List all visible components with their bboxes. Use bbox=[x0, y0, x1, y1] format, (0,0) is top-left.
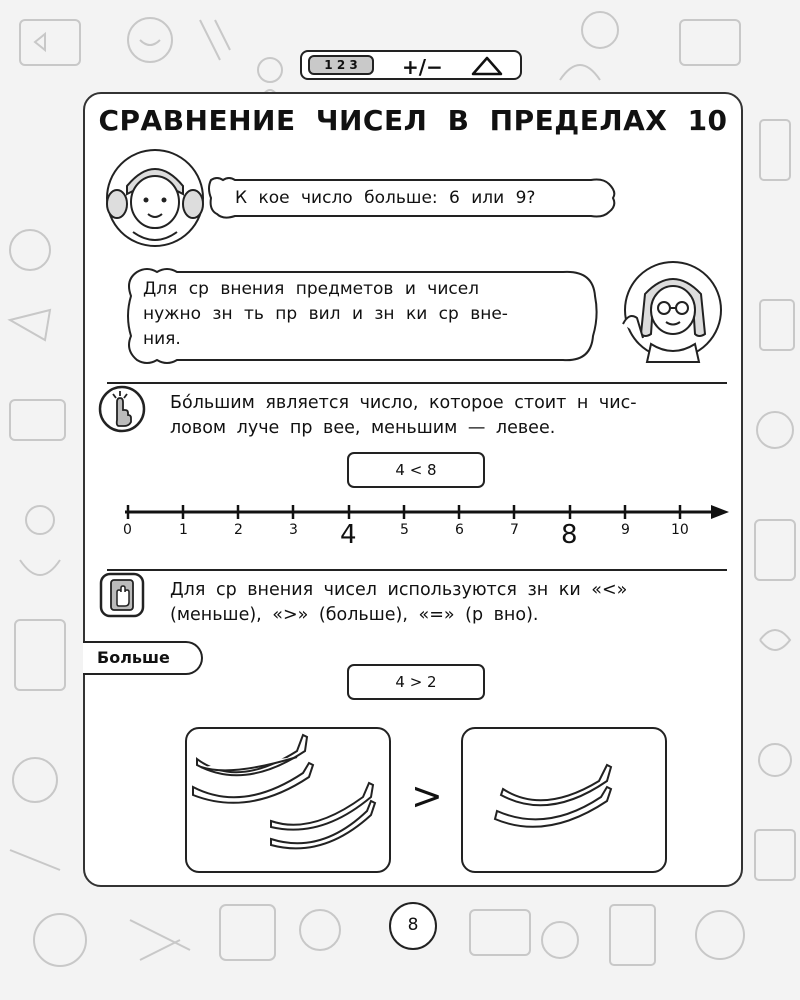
tick-7: 7 bbox=[510, 522, 519, 538]
topic-header bbox=[300, 50, 522, 80]
rule-1-text bbox=[170, 391, 730, 441]
tick-8: 8 bbox=[561, 520, 578, 550]
question-text: К кое число больше: 6 или 9? bbox=[235, 188, 536, 208]
teacher-text bbox=[143, 277, 583, 352]
tick-6: 6 bbox=[455, 522, 464, 538]
page-number: 8 bbox=[389, 902, 437, 950]
rule-1-line1: Бо́льшим является число, которое стоит н чис- bbox=[170, 393, 637, 413]
numbers-chip-label: 1 2 3 bbox=[324, 58, 358, 72]
girl-avatar bbox=[99, 142, 211, 250]
tick-9: 9 bbox=[621, 522, 630, 538]
numbers-chip bbox=[308, 55, 374, 75]
teacher-text-line1: Для ср внения предметов и чисел bbox=[143, 279, 480, 299]
teacher-text-line3: ния. bbox=[143, 329, 181, 349]
rule-1-line2: ловом луче пр вее, меньшим — левее. bbox=[170, 418, 556, 438]
two-bananas-box bbox=[461, 727, 667, 873]
tick-3: 3 bbox=[289, 522, 298, 538]
banana-group-three bbox=[187, 729, 387, 869]
teacher-avatar bbox=[613, 254, 731, 364]
page-title: СРАВНЕНИЕ ЧИСЕЛ В ПРЕДЕЛАХ 10 bbox=[98, 104, 728, 137]
tick-0: 0 bbox=[123, 522, 132, 538]
three-bananas-box bbox=[185, 727, 391, 873]
rule-2-line1: Для ср внения чисел используются зн ки «<» bbox=[170, 580, 628, 600]
banana-group-two bbox=[463, 729, 663, 869]
hand-stop-icon bbox=[97, 570, 147, 620]
pointing-hand-icon bbox=[97, 384, 147, 434]
tick-1: 1 bbox=[179, 522, 188, 538]
tick-4: 4 bbox=[340, 520, 357, 550]
rule-2-text bbox=[170, 578, 730, 628]
rule-2-line2: (меньше), «>» (больше), «=» (р вно). bbox=[170, 605, 539, 625]
teacher-text-line2: нужно зн ть пр вил и зн ки ср вне- bbox=[143, 304, 508, 324]
greater-section-tag: Больше bbox=[83, 641, 203, 675]
section-divider-2 bbox=[107, 569, 727, 571]
section-divider-1 bbox=[107, 382, 727, 384]
operations-label: +/− bbox=[402, 55, 443, 79]
example-greater-box: 4 > 2 bbox=[347, 664, 485, 700]
comparison-sign: > bbox=[411, 774, 443, 818]
tick-5: 5 bbox=[400, 522, 409, 538]
example-less-box: 4 < 8 bbox=[347, 452, 485, 488]
triangle-icon bbox=[470, 56, 504, 76]
tick-2: 2 bbox=[234, 522, 243, 538]
number-line bbox=[115, 494, 735, 554]
tick-10: 10 bbox=[671, 522, 689, 538]
lesson-card bbox=[83, 92, 743, 887]
